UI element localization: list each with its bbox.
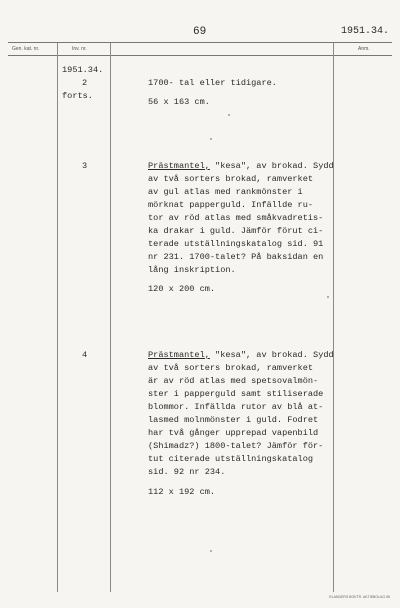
scan-speck: [327, 296, 329, 298]
entry-1-inv-number: 2: [82, 78, 88, 88]
scan-speck: [210, 550, 212, 552]
entry-1-dimensions: 56 x 163 cm.: [148, 97, 210, 107]
entry-3-desc-line-3: ster i papperguld samt stiliserade: [148, 389, 324, 399]
entry-3-desc-line-4: blommor. Infällda rutor av blå at-: [148, 402, 324, 412]
column-rule-3: [333, 43, 334, 592]
entry-2-title-line: [148, 160, 334, 173]
entry-2-desc-line-6: terade utställningskatalog sid. 91: [148, 239, 324, 249]
entry-3-desc-line-6: har två gånger upprepad vapenbild: [148, 428, 319, 438]
entry-2-desc-line-5: ka drakar i guld. Jämför förut ci-: [148, 226, 324, 236]
entry-2-desc-line-8: lång inskription.: [148, 265, 236, 275]
entry-2-inv-number: 3: [82, 161, 88, 171]
entry-3-title-rest: "kesa", av brokad. Sydd: [209, 350, 334, 360]
header-top-rule: [8, 42, 392, 43]
column-rule-1: [57, 43, 58, 592]
entry-3-desc-line-5: lasmed molnmönster i guld. Fodret: [148, 415, 319, 425]
entry-3-title-line: [148, 349, 334, 362]
entry-2-desc-line-7: nr 231. 1700-talet? På baksidan en: [148, 252, 324, 262]
entry-2-desc-line-2: av gul atlas med rankmönster i: [148, 187, 303, 197]
entry-3-desc-line-7: (Shimadz?) 1800-talet? Jämför för-: [148, 441, 324, 451]
printer-imprint: ELANDERS BOKTR. AKTIEBOLAG 65: [329, 595, 390, 599]
entry-1-description-line: 1700- tal eller tidigare.: [148, 78, 277, 88]
entry-1-continued-label: forts.: [62, 91, 93, 101]
entry-3-title: Prästmantel,: [148, 350, 210, 360]
entry-3-desc-line-1: av två sorters brokad, ramverket: [148, 363, 314, 373]
page-number: 69: [193, 26, 207, 38]
entry-3-inv-number: 4: [82, 350, 88, 360]
entry-2-title-rest: "kesa", av brokad. Sydd: [209, 161, 334, 171]
entry-3-desc-line-9: sid. 92 nr 234.: [148, 467, 226, 477]
scan-speck: [228, 114, 230, 116]
entry-3-desc-line-2: är av röd atlas med spetsovalmön-: [148, 376, 319, 386]
entry-2-desc-line-4: tor av röd atlas med småkvadretis-: [148, 213, 324, 223]
header-bottom-rule: [8, 55, 392, 56]
entry-2-dimensions: 120 x 200 cm.: [148, 284, 216, 294]
year-reference: 1951.34.: [341, 26, 390, 37]
entry-3-desc-line-8: tut citerade utställningskatalog: [148, 454, 314, 464]
entry-2-desc-line-3: mörknat papperguld. Infällde ru-: [148, 200, 314, 210]
scan-speck: [210, 138, 212, 140]
entry-2-desc-line-1: av två sorters brokad, ramverket: [148, 174, 314, 184]
entry-1-inv-year: 1951.34.: [62, 65, 104, 75]
column-rule-2: [110, 43, 111, 592]
column-header-anm: Anm.: [358, 46, 370, 52]
column-header-gen-kat: Gen. kat. nr.: [12, 46, 40, 52]
entry-3-dimensions: 112 x 192 cm.: [148, 487, 216, 497]
column-header-inv: Inv. nr.: [72, 46, 87, 52]
entry-2-title: Prästmantel,: [148, 161, 210, 171]
